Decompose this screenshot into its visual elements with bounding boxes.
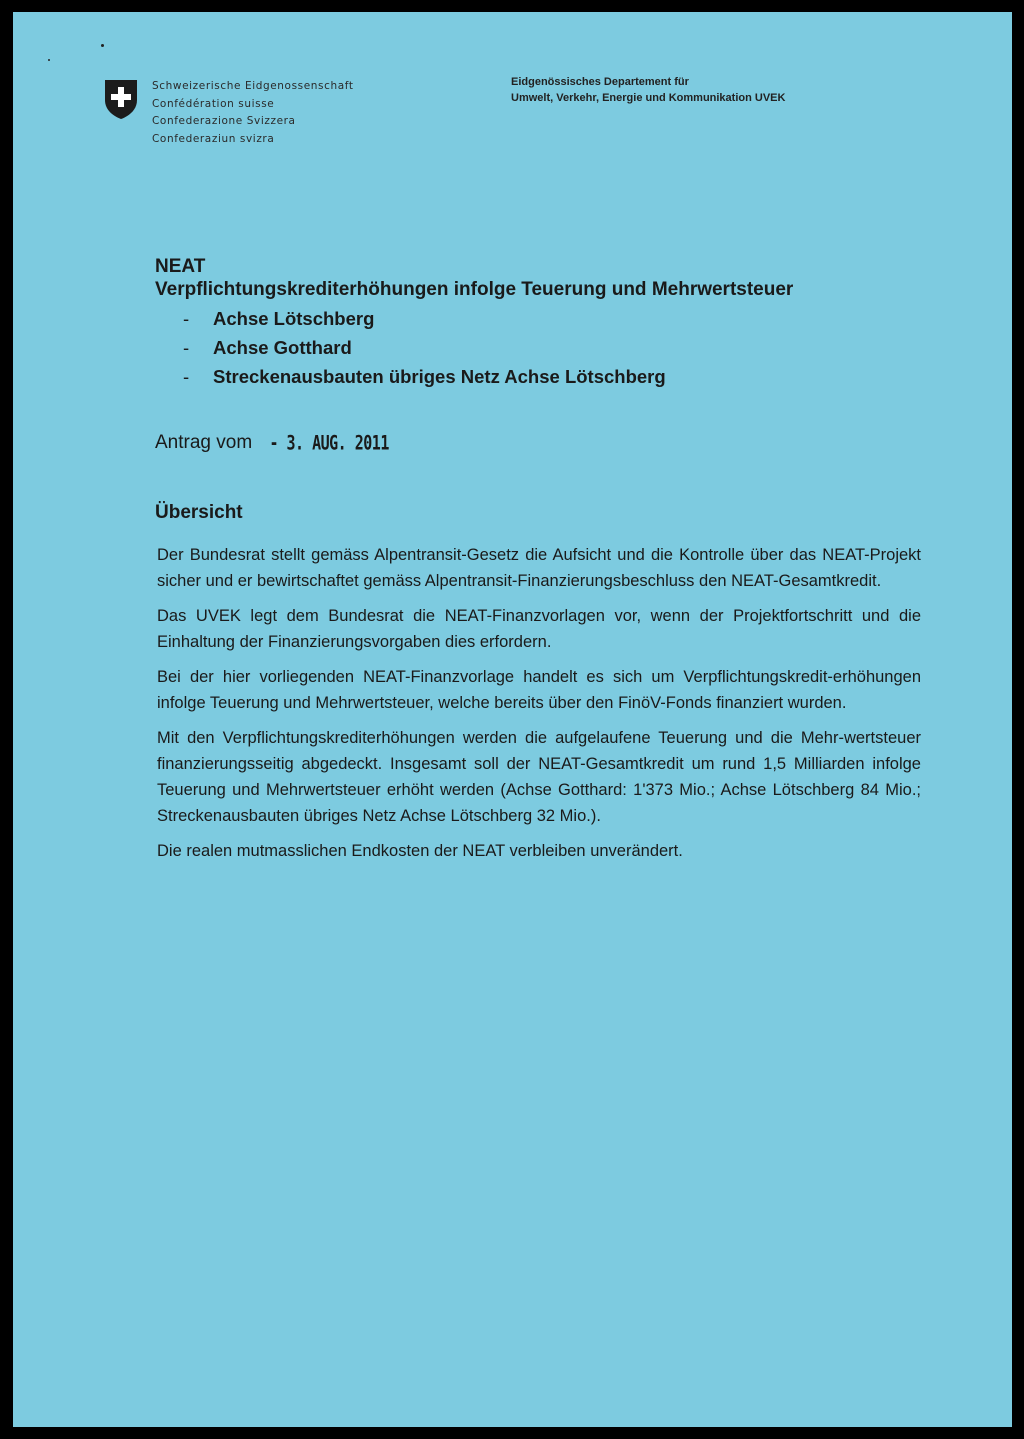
antrag-line [155,432,389,454]
overview-body [157,542,921,873]
title-heading: NEAT [155,256,206,277]
department-line: Eidgenössisches Departement für [511,76,689,88]
bullet-text: Achse Gotthard [213,337,352,358]
date-stamp: - 3. AUG. 2011 [269,431,389,455]
antrag-label: Antrag vom [155,432,253,453]
document-page [13,12,1012,1427]
bullet-text: Achse Lötschberg [213,308,375,329]
bullet-dash: - [183,366,190,387]
bullet-text: Streckenausbauten übriges Netz Achse Lötschberg [213,366,666,387]
paragraph: Die realen mutmasslichen Endkosten der NEAT verbleiben unverändert. [157,842,683,860]
confederation-line: Confederaziun svizra [152,132,275,145]
bullet-item [155,333,975,362]
bullet-item [155,304,975,333]
confederation-names [152,78,354,148]
swiss-crest-icon [103,78,139,120]
confederation-line: Confédération suisse [152,97,275,110]
confederation-line: Schweizerische Eidgenossenschaft [152,80,354,92]
paragraph: Das UVEK legt dem Bundesrat die NEAT-Finanzvorlagen vor, wenn der Projektfortschritt und die Einhaltung der Finanzierungsvorgaben dies erfordern. [157,607,921,651]
title-bullet-list [155,304,975,391]
document-title-block [155,256,975,391]
department-name [511,74,785,106]
overview-title: Übersicht [155,502,243,523]
bullet-item [155,362,975,391]
scan-speck [101,44,104,47]
paragraph: Der Bundesrat stellt gemäss Alpentransit-Gesetz die Aufsicht und die Kontrolle über das NEAT-Projekt sicher und er bewirtschaftet gemäss Alpentransit-Finanzierungsbeschluss den NEAT-Gesamtkredit. [157,546,921,590]
confederation-line: Confederazione Svizzera [152,115,296,127]
bullet-dash: - [183,337,190,358]
department-line: Umwelt, Verkehr, Energie und Kommunikation UVEK [511,92,786,104]
bullet-dash: - [183,308,190,329]
paragraph: Mit den Verpflichtungskrediterhöhungen werden die aufgelaufene Teuerung und die Mehr-wertsteuer finanzierungsseitig abgedeckt. Insgesamt soll der NEAT-Gesamtkredit um rund 1,5 Milliarden infolge Teuerung und Mehrwertsteuer erhöht werden (Achse Gotthard: 1'373 Mio.; Achse Lötschberg 84 Mio.; Streckenausbauten übriges Netz Achse Lötschberg 32 Mio.). [157,729,921,825]
title-main: Verpflichtungskrediterhöhungen infolge Teuerung und Mehrwertsteuer [155,279,794,300]
paragraph: Bei der hier vorliegenden NEAT-Finanzvorlage handelt es sich um Verpflichtungskredit-erhöhungen infolge Teuerung und Mehrwertsteuer, welche bereits über den FinöV-Fonds finanziert wurden. [157,668,921,712]
scan-speck [48,59,50,61]
